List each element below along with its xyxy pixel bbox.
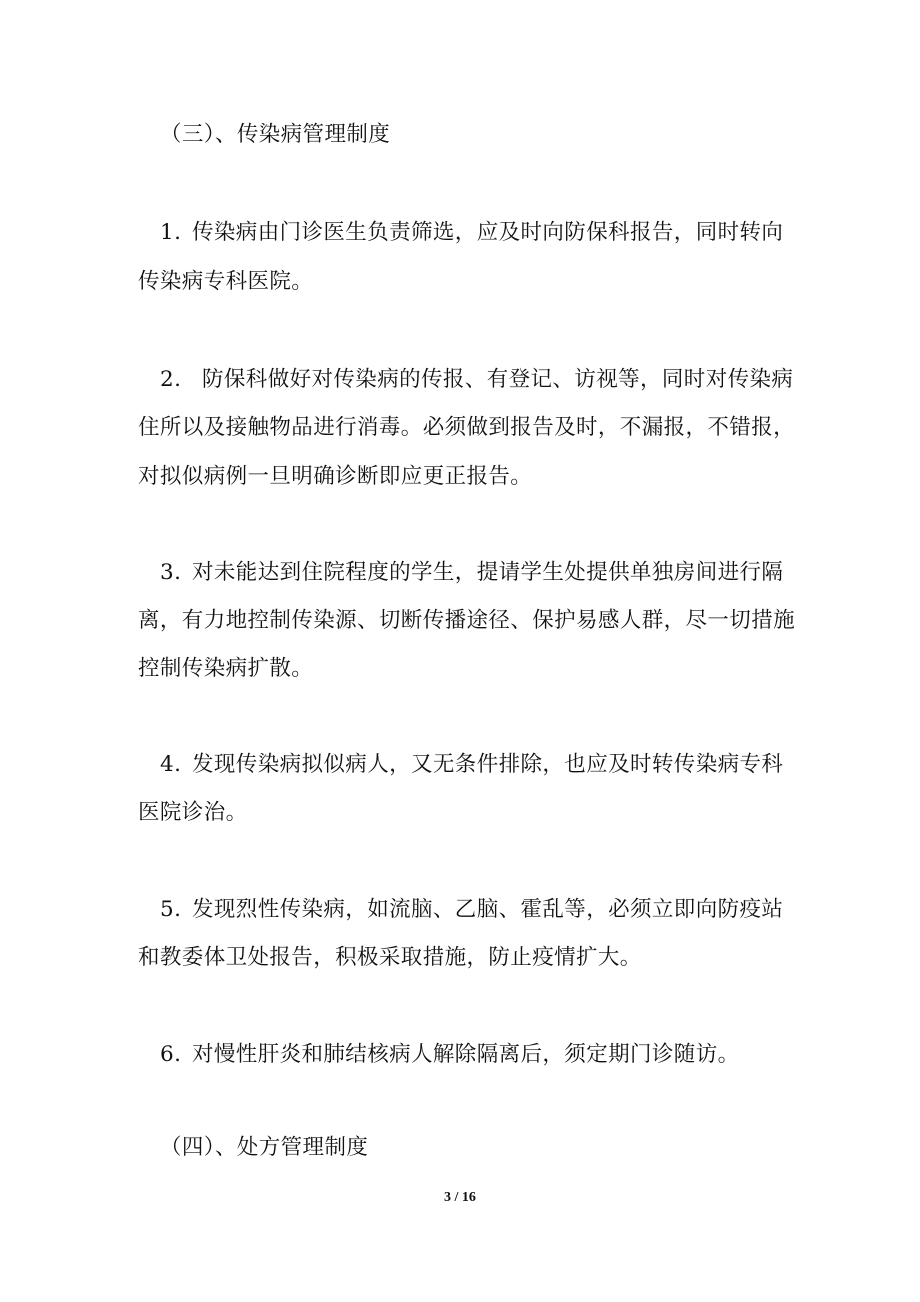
item-number: 6. xyxy=(160,1042,182,1067)
item-number: 1. xyxy=(160,220,182,245)
list-item-5-line-1: 5. 发现烈性传染病，如流脑、乙脑、霍乱等，必须立即向防疫站 xyxy=(160,895,783,925)
list-item-3-line-1: 3. 对未能达到住院程度的学生，提请学生处提供单独房间进行隔 xyxy=(160,558,783,588)
page-number: 3 / 16 xyxy=(444,1190,476,1205)
list-item-1-line-1: 1. 传染病由门诊医生负责筛选，应及时向防保科报告，同时转向 xyxy=(160,218,783,248)
section-heading: （三）、传染病管理制度 xyxy=(160,122,391,147)
list-item-1-line-2: 传染病专科医院。 xyxy=(138,269,314,294)
item-number: 2. xyxy=(160,367,182,392)
list-item-2-line-2: 住所以及接触物品进行消毒。必须做到报告及时，不漏报，不错报， xyxy=(138,415,796,440)
item-number: 4. xyxy=(160,752,182,777)
list-item-3-line-2: 离，有力地控制传染源、切断传播途径、保护易感人群，尽一切措施 xyxy=(138,608,796,633)
list-item-2-line-1: 2. 防保科做好对传染病的传报、有登记、访视等，同时对传染病 xyxy=(160,365,793,395)
list-item-3-line-3: 控制传染病扩散。 xyxy=(138,656,314,681)
item-number: 5. xyxy=(160,897,182,922)
list-item-2-line-3: 对拟似病例一旦明确诊断即应更正报告。 xyxy=(138,464,533,489)
section-heading: （四）、处方管理制度 xyxy=(160,1135,369,1160)
list-item-4-line-1: 4. 发现传染病拟似病人，又无条件排除，也应及时转传染病专科 xyxy=(160,750,783,780)
list-item-5-line-2: 和教委体卫处报告，积极采取措施，防止疫情扩大。 xyxy=(138,945,642,970)
item-number: 3. xyxy=(160,560,182,585)
list-item-6-line-1: 6. 对慢性肝炎和肺结核病人解除隔离后，须定期门诊随访。 xyxy=(160,1040,740,1070)
list-item-4-line-2: 医院诊治。 xyxy=(138,800,248,825)
